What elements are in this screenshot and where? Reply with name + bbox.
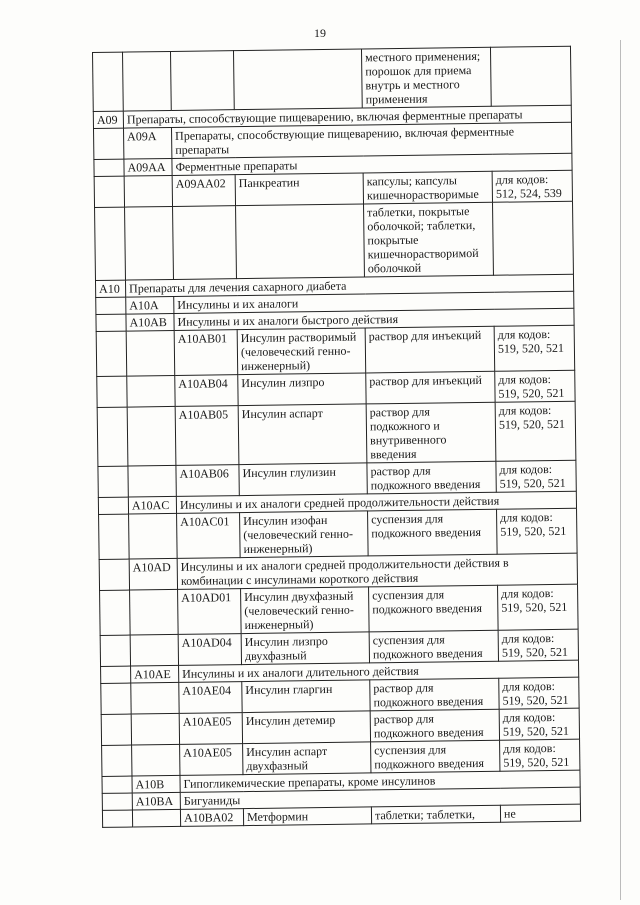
table-body (93, 46, 581, 827)
class-code-cell: A10AC (128, 496, 176, 514)
drug-name-cell: Инсулин двухфазный (человеческий генно-инженерный) (241, 587, 370, 634)
dosage-form-cell: капсулы; капсулы кишечнорастворимые (363, 171, 492, 204)
drug-name-cell: Инсулин гларгин (242, 680, 370, 713)
subgroup-title-cell: Гипогликемические препараты, кроме инсулинов (180, 770, 580, 792)
empty-cell (97, 407, 128, 466)
page-edge-line (620, 40, 621, 900)
empty-cell (127, 406, 176, 466)
group-code-cell: A10 (95, 280, 125, 297)
drug-code-cell: A09AA02 (172, 175, 235, 207)
note-cell: для кодов: 519, 520, 521 (498, 584, 579, 630)
drug-code-cell (170, 51, 234, 111)
class-title-cell: Ферментные препараты (172, 153, 572, 175)
empty-cell (131, 713, 179, 745)
class-code-cell: A09AA (124, 158, 172, 176)
table-row (100, 584, 579, 635)
note-cell: для кодов: 519, 520, 521 (495, 401, 576, 461)
empty-cell (130, 589, 179, 635)
dosage-form-cell: раствор для инъекций (365, 326, 495, 373)
empty-cell (131, 682, 179, 714)
table-row (95, 201, 574, 280)
dosage-form-cell: суспензия для подкожного введения (371, 740, 500, 773)
dosage-form-cell: таблетки; таблетки, (371, 805, 500, 824)
drug-code-cell (173, 206, 237, 280)
drug-code-cell: A10AE05 (179, 713, 242, 745)
empty-cell (128, 465, 176, 497)
empty-cell (101, 666, 131, 683)
class-code-cell: A10AB (126, 313, 174, 331)
empty-cell (102, 776, 132, 793)
empty-cell (99, 514, 130, 559)
empty-cell (132, 809, 180, 827)
empty-cell (102, 793, 132, 810)
dosage-form-cell: местного применения; порошок для приема внутрь и местного применения (361, 47, 491, 108)
drug-name-cell (233, 49, 362, 110)
note-cell (493, 201, 574, 275)
dosage-form-cell: раствор для инъекций (366, 371, 495, 404)
drug-name-cell: Инсулин растворимый (человеческий генно-инженерный) (237, 328, 366, 375)
empty-cell (123, 51, 172, 111)
drug-code-cell: A10AB05 (175, 406, 239, 466)
note-cell: для кодов: 519, 520, 521 (499, 708, 579, 740)
group-code-cell: A09 (93, 111, 123, 128)
drug-name-cell: Инсулин лизпро двухфазный (241, 632, 369, 665)
empty-cell (97, 376, 127, 407)
empty-cell (96, 331, 127, 376)
note-cell: не (500, 804, 580, 822)
dosage-form-cell: суспензия для подкожного введения (368, 509, 498, 556)
subgroup-title-cell: Препараты, способствующие пищеварению, включая ферментные препараты (171, 122, 571, 158)
note-cell: для кодов: 519, 520, 521 (500, 739, 580, 771)
empty-cell (98, 466, 128, 497)
empty-cell (124, 175, 172, 207)
empty-cell (94, 159, 124, 176)
table-row (99, 508, 578, 559)
class-title-cell: Инсулины и их аналоги средней продолжительности действия в комбинации с инсулинами короткого действия (177, 553, 577, 589)
group-title-cell: Препараты, способствующие пищеварению, включая ферментные препараты (123, 105, 571, 128)
drug-code-cell: A10AC01 (177, 513, 241, 559)
note-cell: для кодов: 519, 520, 521 (498, 629, 578, 661)
subgroup-title-cell: Инсулины и их аналоги (174, 291, 574, 313)
drug-code-cell: A10AE04 (179, 682, 242, 714)
drug-code-cell: A10AB04 (175, 375, 238, 407)
class-title-cell: Бигуаниды (180, 787, 580, 809)
empty-cell (100, 635, 130, 666)
drug-name-cell: Инсулин аспарт двухфазный (243, 742, 371, 775)
class-title-cell: Инсулины и их аналоги средней продолжительности действия (176, 491, 576, 513)
empty-cell (101, 714, 131, 745)
empty-cell (125, 206, 174, 280)
dosage-form-cell: суспензия для подкожного введения (369, 630, 498, 663)
drug-name-cell: Инсулин лизпро (238, 373, 366, 406)
note-cell: для кодов: 519, 520, 521 (497, 508, 578, 554)
note-cell: для кодов: 519, 520, 521 (496, 460, 576, 492)
dosage-form-cell: таблетки, покрытые оболочкой; таблетки, покрытые кишечнорастворимой оболочкой (364, 202, 494, 277)
class-code-cell: A10AE (131, 665, 179, 683)
dosage-form-cell: раствор для подкожного и внутривенного введения (366, 402, 496, 463)
empty-cell (94, 176, 124, 207)
drug-code-cell: A10BA02 (180, 809, 243, 827)
drug-code-cell: A10AD04 (178, 634, 241, 666)
empty-cell (94, 128, 124, 159)
dosage-form-cell: раствор для подкожного введения (370, 709, 499, 742)
empty-cell (96, 314, 126, 331)
group-title-cell: Препараты для лечения сахарного диабета (125, 274, 573, 297)
dosage-form-cell: суспензия для подкожного введения (369, 585, 499, 632)
subgroup-code-cell: A09A (123, 127, 171, 159)
drug-name-cell: Инсулин изофан (человеческий генно-инженерный) (240, 511, 369, 558)
table-row (97, 401, 576, 466)
empty-cell (127, 375, 175, 407)
class-title-cell: Инсулины и их аналоги длительного действия (179, 660, 579, 682)
empty-cell (126, 330, 175, 376)
dosage-form-cell: раствор для подкожного введения (367, 461, 496, 494)
note-cell (490, 46, 571, 106)
note-cell: для кодов: 519, 520, 521 (494, 325, 575, 371)
drug-code-cell: A10AE05 (180, 744, 243, 776)
drug-code-cell: A10AB01 (174, 330, 238, 376)
dosage-form-cell: раствор для подкожного введения (370, 678, 499, 711)
subgroup-code-cell: A10A (126, 296, 174, 314)
drug-name-cell (236, 204, 365, 279)
empty-cell (102, 745, 132, 776)
note-cell: для кодов: 512, 524, 539 (492, 170, 572, 202)
drug-code-cell: A10AB06 (176, 465, 239, 497)
empty-cell (98, 497, 128, 514)
empty-cell (96, 297, 126, 314)
note-cell: для кодов: 519, 520, 521 (499, 677, 579, 709)
class-code-cell: A10AD (129, 558, 177, 590)
empty-cell (130, 634, 178, 666)
note-cell: для кодов: 519, 520, 521 (495, 370, 575, 402)
class-title-cell: Инсулины и их аналоги быстрого действия (174, 308, 574, 330)
drug-code-cell: A10AD01 (178, 589, 242, 635)
empty-cell (93, 52, 124, 111)
empty-cell (102, 810, 132, 827)
empty-cell (129, 513, 178, 559)
page-number: 19 (314, 26, 326, 40)
drug-name-cell: Инсулин детемир (242, 711, 370, 744)
empty-cell (132, 744, 180, 776)
empty-cell (101, 683, 131, 714)
class-code-cell: A10BA (132, 792, 180, 810)
empty-cell (95, 207, 126, 280)
empty-cell (100, 590, 131, 635)
empty-cell (99, 559, 129, 590)
drug-name-cell: Панкреатин (235, 173, 363, 206)
table-row (93, 46, 572, 111)
drug-name-cell: Инсулин глулизин (239, 463, 367, 496)
drug-table (92, 46, 581, 828)
table-row (96, 325, 575, 376)
drug-name-cell: Инсулин аспарт (238, 404, 367, 465)
subgroup-code-cell: A10B (132, 775, 180, 793)
drug-name-cell: Метформин (243, 807, 371, 826)
